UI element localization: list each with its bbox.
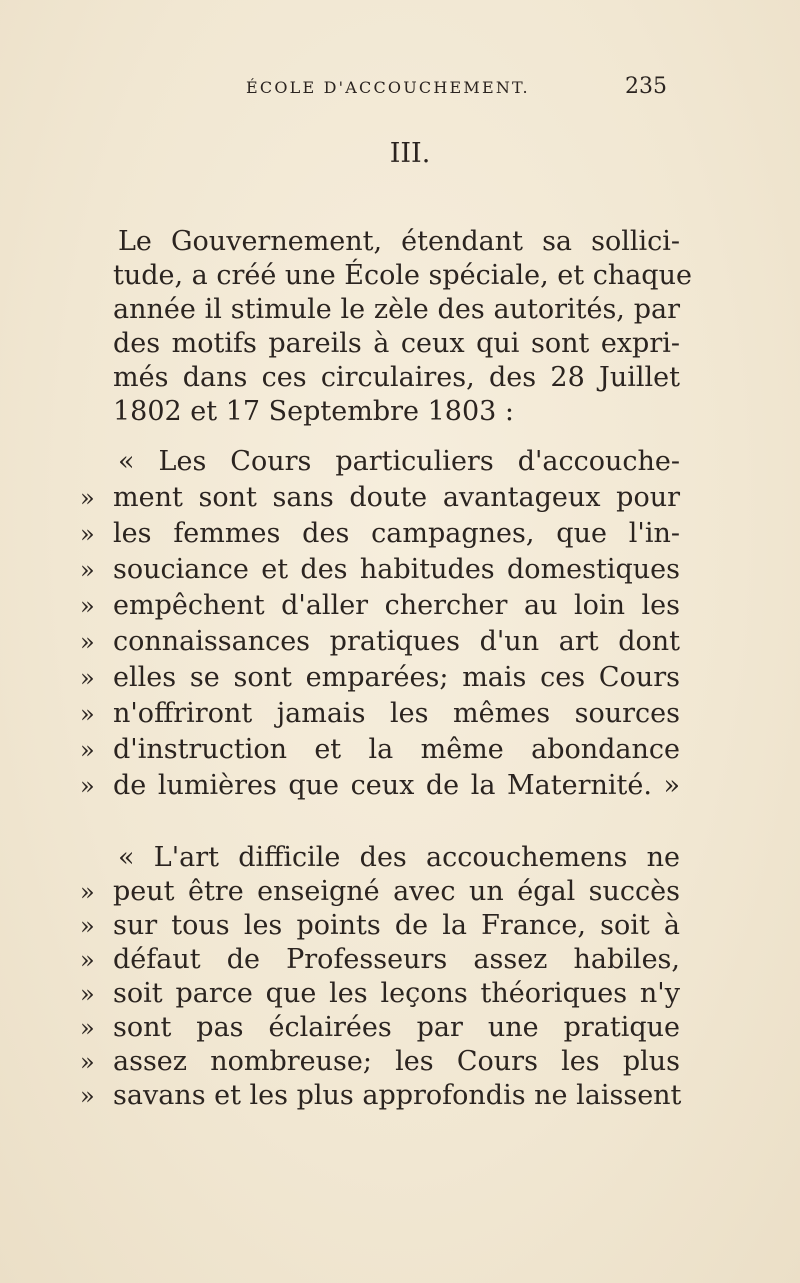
margin-quote-mark: » [80, 700, 95, 728]
text-line: Le Gouvernement, étendant sa sollici- [118, 226, 680, 257]
text-line: de lumières que ceux de la Maternité. » [113, 770, 680, 801]
margin-quote-mark: » [80, 520, 95, 548]
text-line: tude, a créé une École spéciale, et chaque [113, 260, 692, 291]
text-line: d'instruction et la même abondance [113, 734, 680, 765]
text-line: 1802 et 17 Septembre 1803 : [113, 396, 514, 427]
text-line: année il stimule le zèle des autorités, par [113, 294, 680, 325]
running-title: ÉCOLE D'ACCOUCHEMENT. [246, 78, 530, 97]
text-line: connaissances pratiques d'un art dont [113, 626, 680, 657]
text-line: empêchent d'aller chercher au loin les [113, 590, 680, 621]
margin-quote-mark: » [80, 484, 95, 512]
margin-quote-mark: » [80, 592, 95, 620]
margin-quote-mark: » [80, 878, 95, 906]
text-line: souciance et des habitudes domestiques [113, 554, 680, 585]
text-line: sur tous les points de la France, soit à [113, 910, 680, 941]
margin-quote-mark: » [80, 980, 95, 1008]
margin-quote-mark: » [80, 946, 95, 974]
page-number: 235 [625, 74, 667, 99]
margin-quote-mark: » [80, 1014, 95, 1042]
text-line: ment sont sans doute avantageux pour [113, 482, 680, 513]
section-number: III. [389, 138, 431, 169]
margin-quote-mark: » [80, 1082, 95, 1110]
text-line: savans et les plus approfondis ne laissent [113, 1080, 682, 1111]
text-line: peut être enseigné avec un égal succès [113, 876, 680, 907]
margin-quote-mark: » [80, 1048, 95, 1076]
margin-quote-mark: » [80, 556, 95, 584]
text-line: des motifs pareils à ceux qui sont expri- [113, 328, 680, 359]
text-line: défaut de Professeurs assez habiles, [113, 944, 680, 975]
text-line: « L'art difficile des accouchemens ne [118, 842, 680, 873]
margin-quote-mark: » [80, 772, 95, 800]
margin-quote-mark: » [80, 912, 95, 940]
margin-quote-mark: » [80, 628, 95, 656]
text-line: les femmes des campagnes, que l'in- [113, 518, 680, 549]
text-line: soit parce que les leçons théoriques n'y [113, 978, 680, 1009]
text-line: assez nombreuse; les Cours les plus [113, 1046, 680, 1077]
text-line: sont pas éclairées par une pratique [113, 1012, 680, 1043]
margin-quote-mark: » [80, 664, 95, 692]
text-line: « Les Cours particuliers d'accouche- [118, 446, 680, 477]
text-line: més dans ces circulaires, des 28 Juillet [113, 362, 680, 393]
margin-quote-mark: » [80, 736, 95, 764]
text-line: elles se sont emparées; mais ces Cours [113, 662, 680, 693]
text-line: n'offriront jamais les mêmes sources [113, 698, 680, 729]
